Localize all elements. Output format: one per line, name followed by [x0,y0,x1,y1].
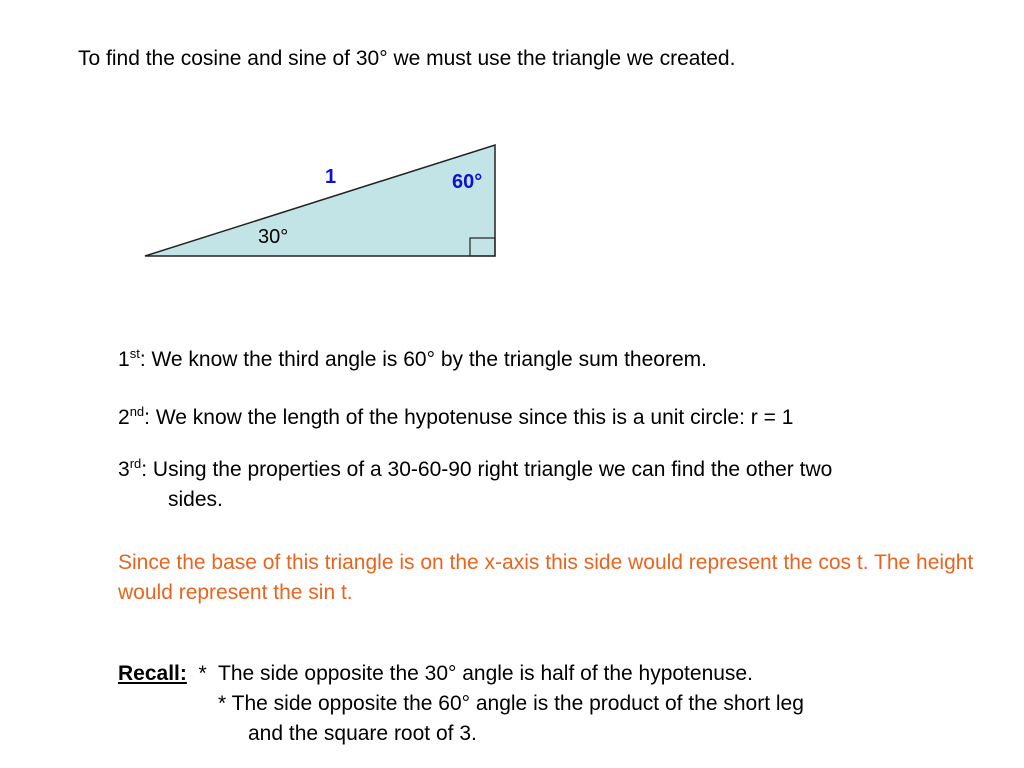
step-3-number: 3 [118,458,130,481]
step-1-number: 1 [118,348,130,371]
angle-30-label: 30° [258,226,289,248]
step-1-text: : We know the third angle is 60° by the triangle sum theorem. [139,348,707,371]
step-3-suffix: rd [129,456,142,471]
step-2 [118,403,793,433]
recall-line-3: and the square root of 3. [248,722,477,745]
recall-block [118,659,804,745]
recall-label: Recall: [118,662,187,685]
step-1 [118,345,707,375]
step-2-text: : We know the length of the hypotenuse since this is a unit circle: r = 1 [144,406,794,429]
step-1-suffix: st [129,346,140,361]
step-3 [118,455,833,511]
step-3-text-continued: sides. [168,488,223,511]
triangle-shape [145,145,495,256]
slide-title: To find the cosine and sine of 30° we must use the triangle we created. [78,47,736,70]
recall-line-2: * The side opposite the 60° angle is the product of the short leg [218,692,804,715]
step-3-text: : Using the properties of a 30-60-90 right triangle we can find the other two [141,458,833,481]
hypotenuse-label: 1 [325,166,337,188]
recall-line-1: * The side opposite the 30° angle is half of the hypotenuse. [186,662,753,685]
angle-60-label: 60° [452,171,483,193]
step-2-number: 2 [118,406,130,429]
step-2-suffix: nd [129,404,145,419]
cos-sin-note: Since the base of this triangle is on the x-axis this side would represent the cos t. The height would represent the sin t. [118,551,974,604]
